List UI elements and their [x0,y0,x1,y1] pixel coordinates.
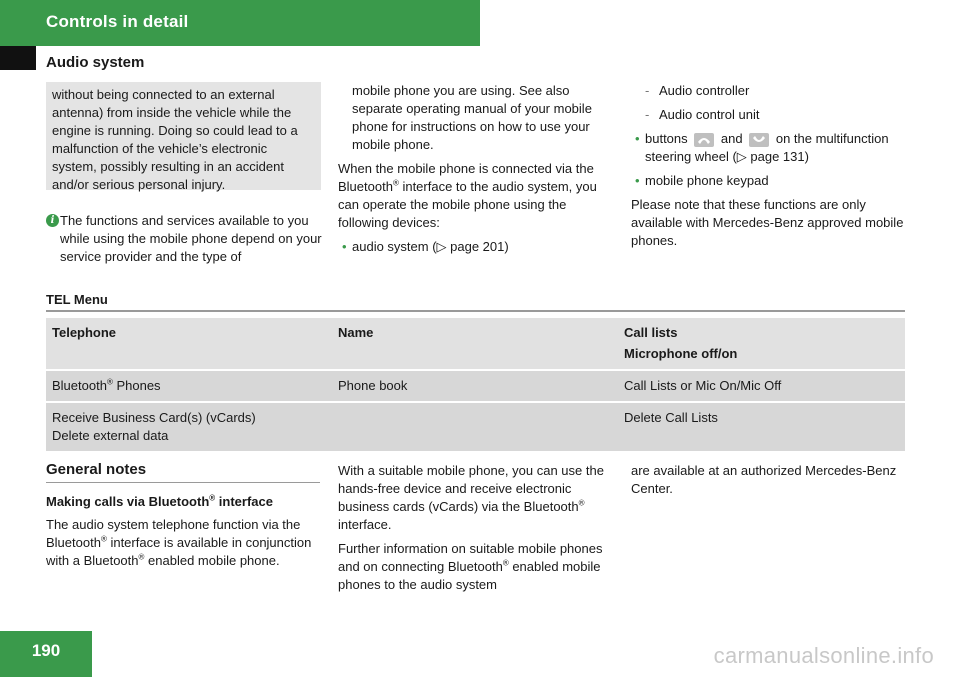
bluetooth-paragraph [46,516,322,570]
bt-text-b: interface is available in conjunction with a Bluetooth [46,535,312,568]
vcards-b: interface. [338,517,392,532]
bluetooth-subtitle [46,494,273,509]
phone-hangup-icon [749,133,769,147]
buttons-and: and [720,131,743,146]
further-b: enabled mobile phones to the audio system [338,559,601,592]
general-column-2 [338,462,618,600]
table-row [46,403,905,451]
cell-receive-vcards-line: Receive Business Card(s) (vCards) [52,410,256,425]
cell-call-lists-mic: Call Lists or Mic On/Mic Off [618,369,905,403]
cell-bluetooth-phones [46,369,332,403]
col2-when-b: interface to the audio system, you can operate the mobile phone using the following devices: [338,179,597,230]
info-icon: i [46,214,59,227]
info-note [46,212,324,266]
further-info-paragraph [338,540,618,594]
table-row [46,369,905,403]
header-name: Name [332,318,618,369]
warning-text: without being connected to an external antenna) from inside the vehicle while the engine is running. Doing so could lead to a malfunction of the vehicle’s electronic system, possibly resulting in an accident and/or serious personal injury. [52,87,298,192]
general-notes-title: General notes [46,461,147,478]
cell-delete-external-line: Delete external data [52,428,169,443]
table-header-row [46,318,905,369]
chapter-title: Controls in detail [46,12,189,31]
cell-bluetooth-a: Bluetooth [52,378,107,393]
bt-text-a: The audio system telephone function via the Bluetooth [46,517,301,550]
tel-menu-table [46,318,905,451]
col3-closing: Please note that these functions are only available with Mercedes-Benz approved mobile phones. [631,197,904,248]
bt-text-c: enabled mobile phone. [144,553,280,568]
column-3 [631,82,911,256]
cell-bluetooth-b: Phones [112,378,161,393]
page-number-box [0,631,92,677]
cell-empty [332,403,618,451]
reg-mark: ® [209,493,216,503]
dash-audio-control-unit: - Audio control unit [631,106,911,124]
bullet-audio-system: • audio system (▷ page 201) [338,238,616,256]
col2-when-paragraph [338,160,616,232]
info-note-text: The functions and services available to you while using the mobile phone depend on your service provider and the type of [60,213,322,264]
warning-box [46,82,321,190]
vcards-a: With a suitable mobile phone, you can use the hands-free device and receive electronic business cards (vCards) via the Bluetooth [338,463,604,514]
buttons-desc: on the multifunction steering wheel (▷ page 131) [645,131,889,164]
header-telephone: Telephone [46,318,332,369]
col2-when-a: When the mobile phone is connected via the Bluetooth [338,161,594,194]
header-call-lists [618,318,905,369]
col2-continuation: mobile phone you are using. See also separate operating manual of your mobile phone for instructions on how to use your mobile phone. [352,83,592,152]
cell-delete-call-lists: Delete Call Lists [618,403,905,451]
reg-mark: ® [138,552,145,562]
reg-mark: ® [106,377,113,387]
reg-mark: ® [502,558,509,568]
general-column-3 [631,462,911,504]
bt-title-b: interface [215,494,273,509]
watermark: carmanualsonline.info [713,643,934,668]
cell-phone-book: Phone book [332,369,618,403]
bt-title-a: Making calls via Bluetooth [46,494,210,509]
general-notes-rule [46,482,320,483]
reg-mark: ® [578,498,585,508]
section-marker [0,46,36,70]
tel-menu-rule [46,310,905,312]
dash-audio-controller: - Audio controller [631,82,911,100]
reg-mark: ® [392,178,399,188]
center-paragraph: are available at an authorized Mercedes-Benz Center. [631,463,897,496]
page-number: 190 [31,641,61,660]
column-2 [338,82,616,262]
cell-receive-vcards [46,403,332,451]
header-call-lists-label: Call lists [624,325,678,340]
phone-pickup-icon [694,133,714,147]
bullet-steering-buttons [631,130,911,166]
bullet-keypad: • mobile phone keypad [631,172,911,190]
further-a: Further information on suitable mobile phones and on connecting Bluetooth [338,541,603,574]
vcards-paragraph [338,462,618,534]
tel-menu-heading: TEL Menu [46,292,108,307]
buttons-label: buttons [645,131,688,146]
section-title: Audio system [46,54,145,71]
reg-mark: ® [100,534,107,544]
header-microphone-label: Microphone off/on [624,346,738,361]
